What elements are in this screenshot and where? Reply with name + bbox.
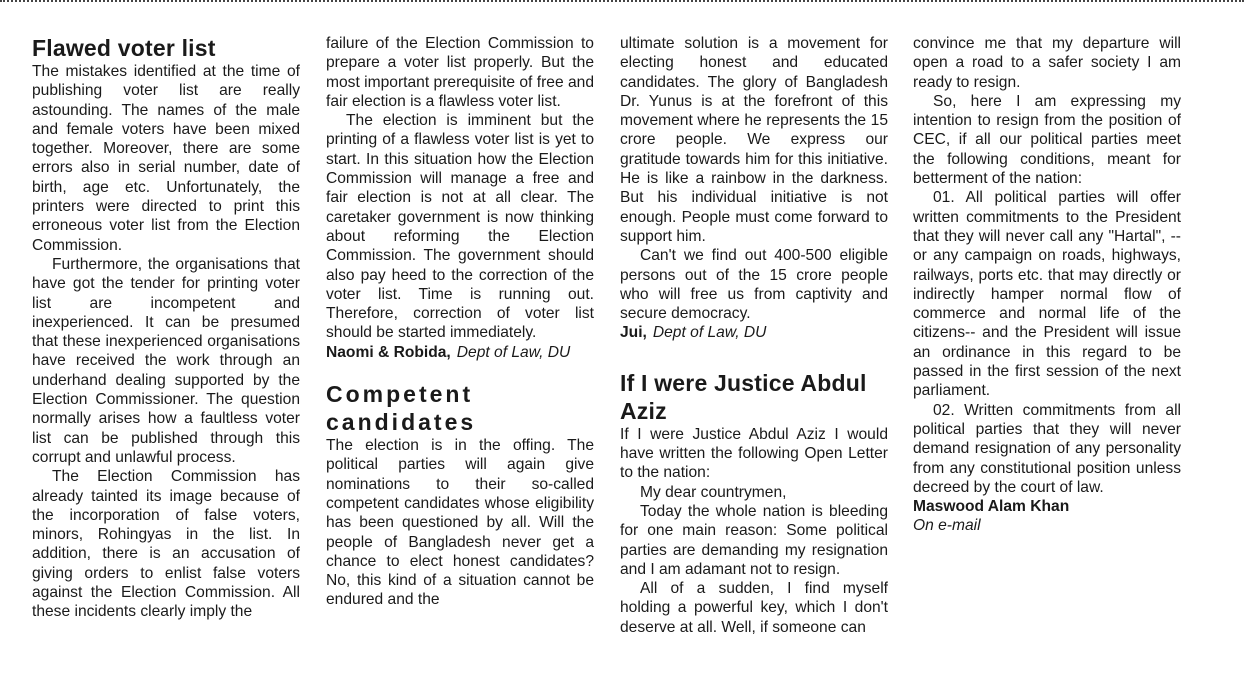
letter-paragraph: 02. Written commitments from all political parties that they will never demand resignation of any personality from any constitutional position unless decreed by the court of law. — [913, 401, 1181, 496]
letter-paragraph: If I were Justice Abdul Aziz I would have written the following Open Letter to the nation: — [620, 425, 888, 482]
letter-paragraph: Can't we find out 400-500 eligible persons out of the 15 crore people who will free us from captivity and secure democracy. — [620, 247, 888, 323]
letter-paragraph: convince me that my departure will open a road to a safer society I am ready to resign. — [913, 35, 1181, 91]
author-affiliation: On e-mail — [913, 517, 981, 535]
letter-paragraph: My dear countrymen, — [640, 483, 787, 501]
letter-signature — [326, 343, 594, 362]
letter-paragraph: So, here I am expressing my intention to resign from the position of CEC, if all our political parties meet the following conditions, meant for betterment of the nation: — [913, 92, 1181, 188]
column-2 — [326, 34, 594, 610]
letter-paragraph: Furthermore, the organisations that have got the tender for printing voter list are incompetent and inexperienced. It can be presumed that these inexperienced organisations have received the work through an underhand dealing supported by the Election Commissioner. The question normally arises how a faultless voter list can be published through this corrupt and unlawful process. — [32, 255, 300, 466]
column-1 — [32, 34, 300, 622]
letter-paragraph: The mistakes identified at the time of publishing voter list are really astounding. The names of the male and female voters have been mixed together. Moreover, there are some errors also in serial number, date of birth, age etc. Unfortunately, the printers were directed to print this erroneous voter list from the Election Commission. — [32, 63, 300, 254]
letter-paragraph: The election is in the offing. The political parties will again give nominations to their so-called competent candidates whose eligibility has been questioned by all. Will the people of Bangladesh never get a chance to elect honest candidates? No, this kind of a situation cannot be endured and the — [326, 437, 594, 609]
author-affiliation: Dept of Law, DU — [652, 324, 767, 342]
letter-headline: Competent candidates — [326, 381, 477, 436]
letter-paragraph: failure of the Election Commission to prepare a voter list properly. But the most important prerequisite of free and fair election is a flawless voter list. — [326, 35, 594, 110]
letter-paragraph: Today the whole nation is bleeding for one main reason: Some political parties are demanding my resignation and I am adamant not to resign. — [620, 502, 888, 578]
column-3 — [620, 34, 888, 637]
letter-headline: If I were Justice Abdul Aziz — [620, 369, 867, 424]
letter-signature — [620, 323, 888, 342]
letter-paragraph: The election is imminent but the printing of a flawless voter list is yet to start. In this situation how the Election Commission will manage a free and fair election is not at all clear. The caretaker government is now thinking about reforming the Election Commission. The government should also pay heed to the correction of the voter list. Time is running out. Therefore, correction of voter list should be started immediately. — [326, 112, 594, 342]
letter-paragraph: ultimate solution is a movement for electing honest and educated candidates. The glory of Bangladesh Dr. Yunus is at the forefront of this movement where he represents the 15 crore people. We express our gratitude towards him for this initiative. He is like a rainbow in the darkness. But his individual initiative is not enough. People must come forward to support him. — [620, 35, 888, 245]
author-name: Maswood Alam Khan — [913, 498, 1070, 516]
spacer — [326, 362, 594, 380]
column-4 — [913, 34, 1181, 536]
letter-headline: Flawed voter list — [32, 35, 216, 61]
letter-paragraph: The Election Commission has already tainted its image because of the incorporation of false voters, minors, Rohingyas in the list. In addition, there is an accusation of giving orders to enlist false voters against the Election Commission. All these incidents clearly imply the — [32, 468, 300, 621]
letter-paragraph: All of a sudden, I find myself holding a powerful key, which I don't deserve at all. Well, if someone can — [620, 580, 888, 636]
author-affiliation: Dept of Law, DU — [456, 343, 571, 361]
spacer — [620, 343, 888, 369]
letter-paragraph: 01. All political parties will offer written commitments to the President that they will never call any "Hartal", -- or any campaign on roads, highways, railways, ports etc. that may directly or indirectly hamper normal flow of commerce and normal life of the citizens-- and the President will issue an ordinance in this regard to be passed in the first session of the next parliament. — [913, 189, 1181, 400]
letter-signature — [913, 497, 1181, 536]
author-name: Jui, — [620, 324, 647, 342]
top-dotted-rule — [0, 0, 1244, 2]
author-name: Naomi & Robida, — [326, 343, 451, 361]
